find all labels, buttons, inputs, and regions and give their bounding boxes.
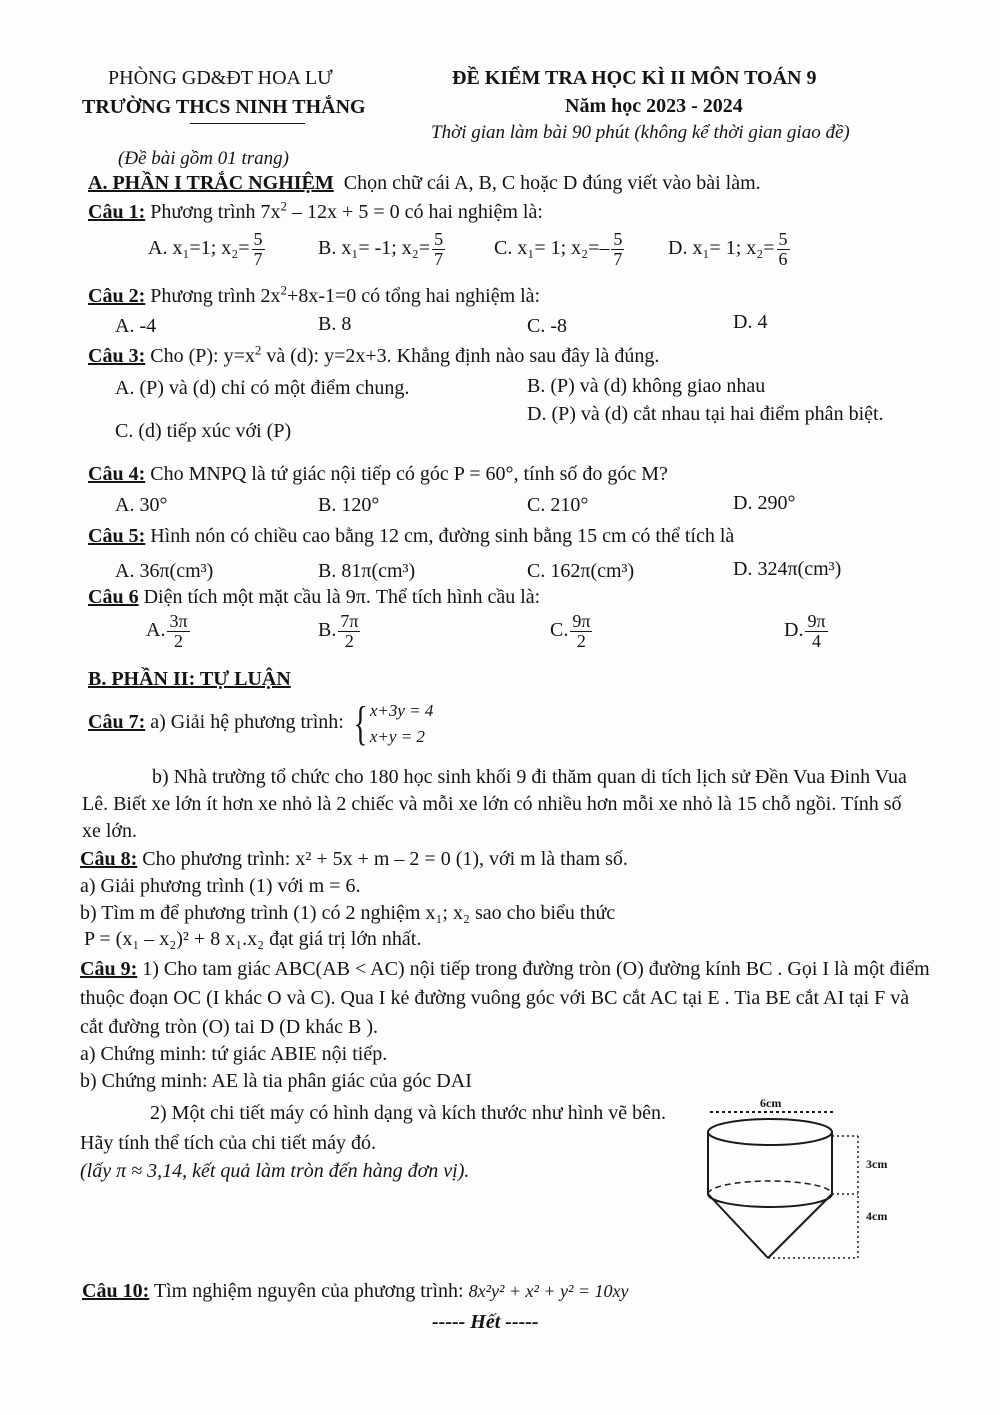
q9-label: Câu 9: bbox=[80, 958, 138, 980]
q6-c-fraction bbox=[570, 612, 592, 651]
q10-label: Câu 10: bbox=[82, 1280, 150, 1302]
fig-label-4cm: 4cm bbox=[866, 1209, 888, 1223]
q6-d-text: D. bbox=[784, 618, 804, 641]
q9-part2-text: 2) Một chi tiết máy có hình dạng và kích thước như hình vẽ bên. Hãy tính thể tích của chi tiết máy đó. bbox=[80, 1102, 667, 1154]
q6-a-text: A. bbox=[146, 618, 166, 641]
q6-text: Diện tích một mặt cầu là 9π. Thể tích hình cầu là: bbox=[143, 586, 541, 608]
question-1 bbox=[88, 198, 543, 224]
q4-option-d: D. 290° bbox=[733, 492, 796, 514]
q6-option-d bbox=[784, 612, 830, 651]
question-8 bbox=[80, 848, 628, 871]
question-5 bbox=[88, 525, 734, 548]
q1-d-text: D. x₁= 1; x₂= bbox=[668, 236, 775, 259]
fig-label-6cm: 6cm bbox=[760, 1096, 782, 1110]
exam-time: Thời gian làm bài 90 phút (không kể thời gian giao đề) bbox=[431, 122, 850, 143]
q2-text-post: +8x-1=0 có tổng hai nghiệm là: bbox=[287, 285, 541, 307]
cylinder-bottom-front bbox=[708, 1194, 832, 1207]
q2-label: Câu 2: bbox=[88, 285, 146, 307]
q6-d-fraction bbox=[805, 612, 827, 651]
q9-b: b) Chứng minh: AE là tia phân giác của góc DAI bbox=[80, 1070, 472, 1092]
cylinder-bottom-back bbox=[708, 1181, 832, 1194]
q1-text: Phương trình 7x bbox=[150, 201, 281, 223]
q10-equation: 8x²y² + x² + y² = 10xy bbox=[468, 1281, 629, 1301]
q6-a-den: 2 bbox=[174, 630, 183, 651]
question-9 bbox=[80, 955, 930, 1042]
q3-text-post: và (d): y=2x+3. Khẳng định nào sau đây là đúng. bbox=[261, 345, 660, 367]
page-count: (Đề bài gồm 01 trang) bbox=[118, 148, 289, 169]
q3-text: Cho (P): y=x bbox=[150, 345, 255, 367]
q5-option-c: C. 162π(cm³) bbox=[527, 560, 635, 582]
q6-b-num: 7π bbox=[340, 611, 359, 631]
q6-option-b bbox=[318, 612, 362, 651]
q6-label: Câu 6 bbox=[88, 586, 139, 608]
machine-part-figure bbox=[700, 1090, 930, 1265]
question-4 bbox=[88, 463, 668, 486]
q1-c-num: 5 bbox=[613, 229, 623, 249]
q5-text: Hình nón có chiều cao bằng 12 cm, đường sinh bằng 15 cm có thể tích là bbox=[150, 525, 735, 547]
q3-option-a: A. (P) và (d) chỉ có một điểm chung. bbox=[115, 377, 410, 399]
cylinder-top-ellipse bbox=[708, 1119, 832, 1145]
q4-option-a: A. 30° bbox=[115, 494, 168, 516]
q9-a: a) Chứng minh: tứ giác ABIE nội tiếp. bbox=[80, 1043, 388, 1065]
q8-expression: P = (x₁ – x₂)² + 8 x₁.x₂ đạt giá trị lớn nhất. bbox=[84, 928, 422, 950]
q6-option-a bbox=[146, 612, 192, 651]
q1-d-fraction bbox=[777, 230, 790, 269]
q6-c-num: 9π bbox=[572, 611, 591, 631]
q8-a: a) Giải phương trình (1) với m = 6. bbox=[80, 875, 361, 897]
q2-option-b: B. 8 bbox=[318, 313, 352, 335]
q1-exp: 2 bbox=[280, 198, 288, 214]
q1-b-num: 5 bbox=[434, 229, 444, 249]
q7-b-text: b) Nhà trường tổ chức cho 180 học sinh khối 9 đi thăm quan di tích lịch sử Đền Vua Đinh Vua Lê. Biết xe lớn ít hơn xe nhỏ là 2 chiếc và mỗi xe lớn có nhiều hơn mỗi xe nhỏ là 15 chỗ ngồi. Tính số xe lớn. bbox=[82, 766, 907, 842]
q7-label: Câu 7: bbox=[88, 711, 146, 734]
q1-option-a bbox=[148, 230, 267, 269]
system-brace: { bbox=[353, 696, 368, 750]
q7-eq1: x+3y = 4 bbox=[369, 701, 434, 720]
q7-eq2: x+y = 2 bbox=[369, 726, 425, 746]
equation-system bbox=[370, 698, 434, 749]
q7-a-text: a) Giải hệ phương trình: bbox=[150, 711, 344, 734]
q1-c-den: 7 bbox=[613, 248, 623, 269]
q5-option-b: B. 81π(cm³) bbox=[318, 560, 416, 582]
part-a-instruction: Chọn chữ cái A, B, C hoặc D đúng viết vào bài làm. bbox=[343, 172, 761, 194]
q1-d-den: 6 bbox=[778, 248, 788, 269]
q1-a-num: 5 bbox=[253, 229, 263, 249]
q6-a-num: 3π bbox=[169, 611, 188, 631]
q8-text: Cho phương trình: x² + 5x + m – 2 = 0 (1), với m là tham số. bbox=[142, 848, 628, 870]
q2-option-d: D. 4 bbox=[733, 311, 768, 333]
part-b-title: B. PHẦN II: TỰ LUẬN bbox=[88, 668, 291, 690]
q6-c-den: 2 bbox=[576, 630, 586, 651]
question-3 bbox=[88, 342, 660, 368]
q6-b-fraction bbox=[338, 612, 360, 651]
q2-exp: 2 bbox=[280, 282, 288, 298]
q3-label: Câu 3: bbox=[88, 345, 146, 367]
q1-b-den: 7 bbox=[434, 248, 444, 269]
q6-b-den: 2 bbox=[344, 630, 354, 651]
dept-name: PHÒNG GD&ĐT HOA LƯ bbox=[108, 67, 333, 89]
q3-option-d: D. (P) và (d) cắt nhau tại hai điểm phân biệt. bbox=[527, 403, 884, 425]
part-a-heading bbox=[88, 172, 761, 195]
q10-text: Tìm nghiệm nguyên của phương trình: bbox=[153, 1280, 464, 1302]
q1-label: Câu 1: bbox=[88, 201, 146, 223]
q2-option-c: C. -8 bbox=[527, 315, 567, 337]
q4-label: Câu 4: bbox=[88, 463, 146, 485]
q5-label: Câu 5: bbox=[88, 525, 146, 547]
q1-a-den: 7 bbox=[253, 248, 263, 269]
q1-c-fraction bbox=[611, 230, 624, 269]
q6-option-c bbox=[550, 612, 594, 651]
end-marker: ----- Hết ----- bbox=[432, 1311, 539, 1333]
q1-option-d bbox=[668, 230, 792, 269]
q8-label: Câu 8: bbox=[80, 848, 138, 870]
q1-b-fraction bbox=[432, 230, 445, 269]
q2-text: Phương trình 2x bbox=[150, 285, 281, 307]
q8-b: b) Tìm m để phương trình (1) có 2 nghiệm x₁; x₂ sao cho biểu thức bbox=[80, 902, 616, 924]
part-a-title: A. PHẦN I TRẮC NGHIỆM bbox=[88, 172, 334, 194]
q6-d-den: 4 bbox=[812, 630, 821, 651]
q4-text: Cho MNPQ là tứ giác nội tiếp có góc P = 60°, tính số đo góc M? bbox=[150, 463, 668, 485]
q3-option-c: C. (d) tiếp xúc với (P) bbox=[115, 420, 292, 442]
q1-option-c bbox=[494, 230, 626, 269]
q9-part1-text: 1) Cho tam giác ABC(AB < AC) nội tiếp trong đường tròn (O) đường kính BC . Gọi I là một điểm thuộc đoạn OC (I khác O và C). Qua I kẻ đường vuông góc với BC cắt AC tại E . Tia BE cắt AI tại F và cắt đường tròn (O) tai D (D khác B ). bbox=[80, 958, 930, 1038]
question-7 bbox=[88, 698, 433, 749]
q6-d-num: 9π bbox=[807, 611, 826, 631]
q1-b-text: B. x₁= -1; x₂= bbox=[318, 236, 431, 259]
school-year: Năm học 2023 - 2024 bbox=[565, 95, 743, 117]
question-10 bbox=[82, 1280, 629, 1303]
q4-option-b: B. 120° bbox=[318, 494, 380, 516]
q6-a-fraction bbox=[167, 612, 189, 651]
school-name: TRƯỜNG THCS NINH THẮNG bbox=[82, 96, 366, 118]
q3-option-b: B. (P) và (d) không giao nhau bbox=[527, 375, 766, 397]
q1-a-text: A. x₁=1; x₂= bbox=[148, 236, 250, 259]
q5-option-a: A. 36π(cm³) bbox=[115, 560, 214, 582]
q1-text-post: – 12x + 5 = 0 có hai nghiệm là: bbox=[287, 201, 543, 223]
q6-b-text: B. bbox=[318, 618, 337, 641]
cone-left-edge bbox=[708, 1194, 768, 1258]
school-underline bbox=[190, 123, 305, 124]
q4-option-c: C. 210° bbox=[527, 494, 589, 516]
fig-label-3cm: 3cm bbox=[866, 1157, 888, 1171]
q1-a-fraction bbox=[252, 230, 265, 269]
q2-option-a: A. -4 bbox=[115, 315, 157, 337]
q5-option-d: D. 324π(cm³) bbox=[733, 558, 842, 580]
q9-note: (lấy π ≈ 3,14, kết quả làm tròn đến hàng đơn vị). bbox=[80, 1160, 470, 1182]
q1-option-b bbox=[318, 230, 447, 269]
q1-c-text: C. x₁= 1; x₂=– bbox=[494, 236, 610, 259]
question-2 bbox=[88, 282, 541, 308]
question-6 bbox=[88, 586, 540, 609]
q1-d-num: 5 bbox=[778, 229, 788, 249]
q3-exp: 2 bbox=[254, 342, 262, 358]
q6-c-text: C. bbox=[550, 618, 569, 641]
exam-title: ĐỀ KIỂM TRA HỌC KÌ II MÔN TOÁN 9 bbox=[452, 67, 817, 89]
cone-right-edge bbox=[768, 1194, 832, 1258]
